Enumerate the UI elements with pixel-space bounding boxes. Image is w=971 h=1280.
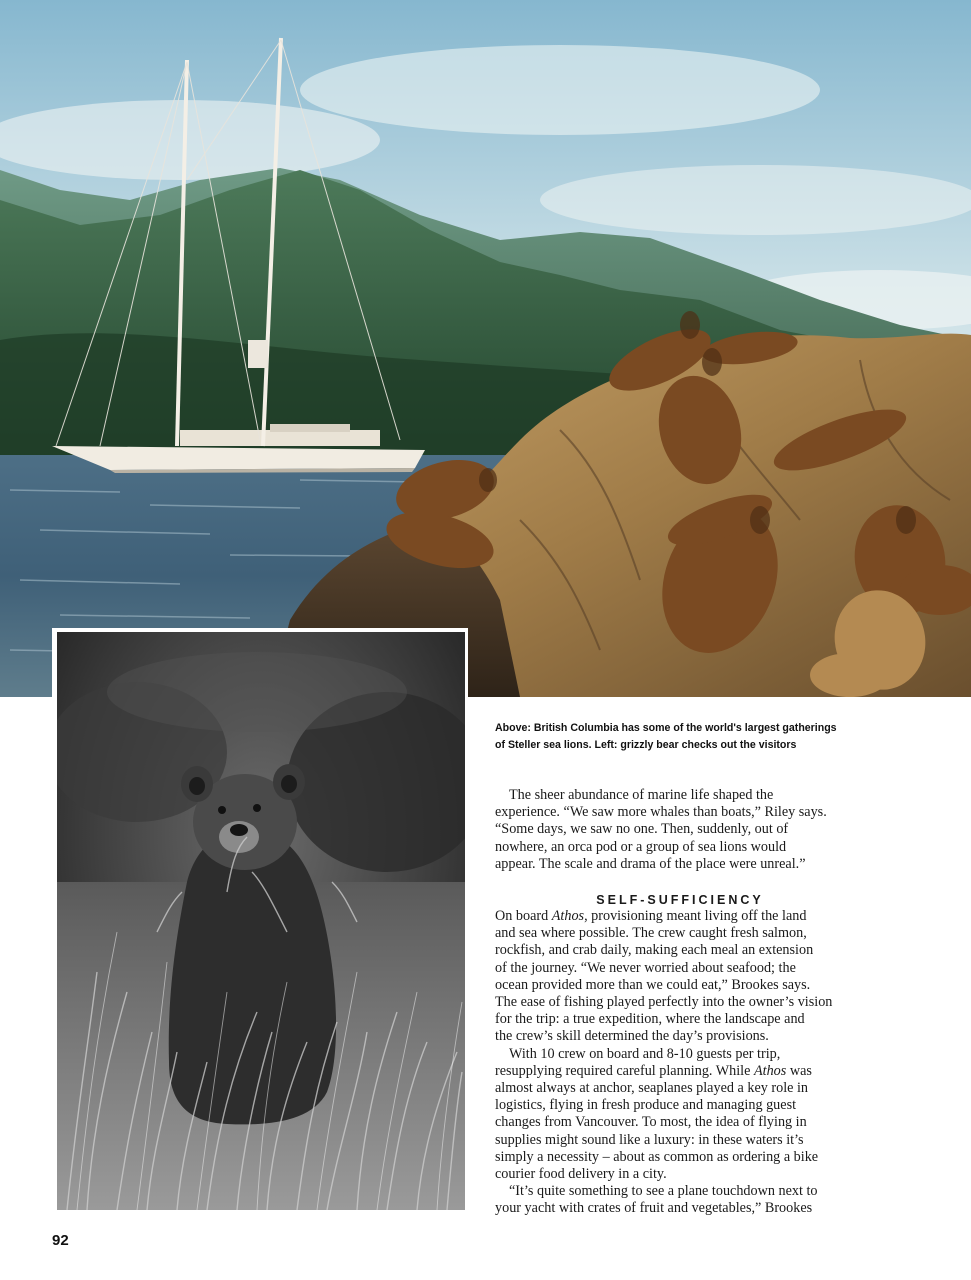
text-line xyxy=(495,908,855,925)
text-line: supplies might sound like a luxury: in these waters it’s xyxy=(495,1131,804,1148)
inset-photo xyxy=(57,632,465,1210)
text-line: courier food delivery in a city. xyxy=(495,1166,667,1183)
text-line: the crew’s skill determined the day’s provisions. xyxy=(495,1028,769,1045)
caption-line: Above: British Columbia has some of the world's largest gatherings xyxy=(495,722,837,734)
text-line: “Some days, we saw no one. Then, suddenly, out of xyxy=(495,821,789,838)
text-line: experience. “We saw more whales than boats,” Riley says. xyxy=(495,804,827,821)
text-run: was xyxy=(786,1062,812,1079)
text-line: The ease of fishing played perfectly into the owner’s vision xyxy=(495,994,833,1011)
text-line: for the trip: a true expedition, where the landscape and xyxy=(495,1011,805,1028)
yacht-name: Athos xyxy=(753,1062,787,1079)
yacht-name: Athos xyxy=(551,908,585,925)
text-line: changes from Vancouver. To most, the idea of flying in xyxy=(495,1114,807,1131)
section-heading: SELF-SUFFICIENCY xyxy=(596,893,764,908)
text-line: appear. The scale and drama of the place were unreal.” xyxy=(495,855,806,872)
photo-caption xyxy=(495,720,875,754)
text-line: and sea where possible. The crew caught fresh salmon, xyxy=(495,925,807,942)
caption-line: of Steller sea lions. Left: grizzly bear checks out the visitors xyxy=(495,739,797,751)
text-line: of the journey. “We never worried about seafood; the xyxy=(495,959,796,976)
text-line: nowhere, an orca pod or a group of sea lions would xyxy=(495,838,787,855)
bear-photo-icon xyxy=(57,632,465,1210)
text-line xyxy=(495,1063,855,1080)
text-line: The sheer abundance of marine life shaped the xyxy=(509,787,774,803)
page-number: 92 xyxy=(52,1232,69,1249)
text-run: resupplying required careful planning. While xyxy=(495,1062,754,1079)
text-line: With 10 crew on board and 8-10 guests per trip, xyxy=(509,1045,781,1062)
text-run: , provisioning meant living off the land xyxy=(584,908,807,925)
text-line: rockfish, and crab daily, making each meal an extension xyxy=(495,942,814,959)
inset-photo-frame xyxy=(52,628,468,1212)
article-body xyxy=(495,787,855,1218)
text-line: your yacht with crates of fruit and vegetables,” Brookes xyxy=(495,1200,813,1217)
text-line: simply a necessity – about as common as ordering a bike xyxy=(495,1148,819,1165)
text-line: ocean provided more than we could eat,” Brookes says. xyxy=(495,976,811,993)
text-run: On board xyxy=(495,908,552,925)
text-line: “It’s quite something to see a plane touchdown next to xyxy=(509,1183,818,1200)
text-line: logistics, flying in fresh produce and managing guest xyxy=(495,1097,797,1114)
text-line: almost always at anchor, seaplanes played a key role in xyxy=(495,1080,809,1097)
